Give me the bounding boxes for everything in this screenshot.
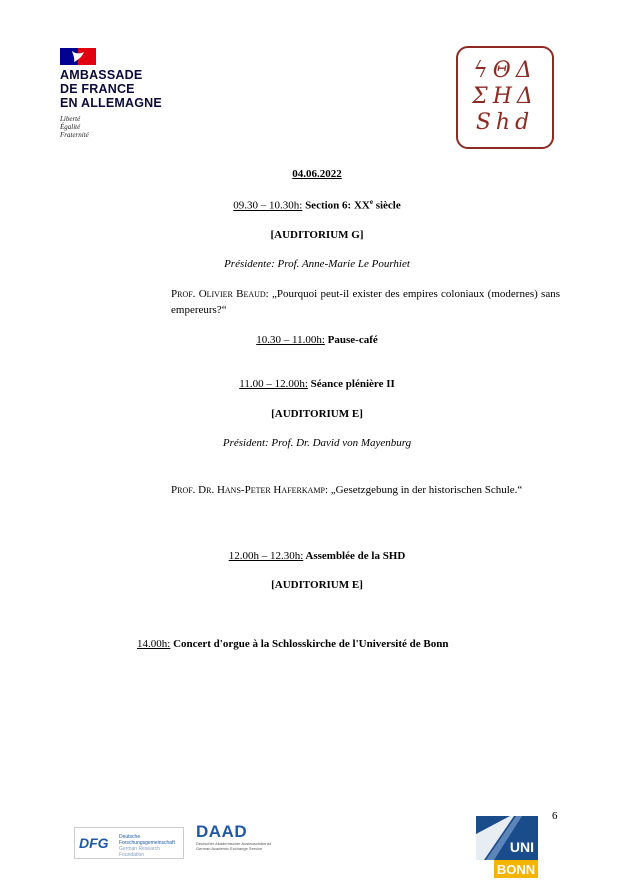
section-6-title-end: siècle <box>372 199 401 212</box>
dfg-line-2: Forschungsgemeinschaft <box>119 840 175 846</box>
coffee-break-time: 10.30 – 11.00h: <box>256 334 325 346</box>
motto-liberte: Liberté <box>60 115 81 123</box>
uni-label: UNI <box>509 839 534 855</box>
shd-logo-row-3: Shd <box>475 110 535 135</box>
assembly-time: 12.00h – 12.30h: <box>228 550 304 562</box>
section-6-heading <box>0 198 634 212</box>
concert-line <box>137 638 448 650</box>
shd-logo-row-1: ϟΘΔ <box>473 58 537 83</box>
assembly-title: Assemblée de la SHD <box>303 550 406 562</box>
dfg-logo-letters: DFG <box>79 835 109 851</box>
talk-beaud-speaker: Prof. Olivier Beaud <box>171 288 266 300</box>
assembly-heading <box>0 550 634 562</box>
plenary-chair: Président: Prof. Dr. David von Mayenburg <box>222 437 412 449</box>
shd-logo <box>456 46 554 149</box>
talk-haferkamp-title: : „Gesetzgebung in der historischen Schule.“ <box>324 484 523 496</box>
daad-line-2: German Academic Exchange Service <box>196 846 263 851</box>
motto-egalite: Égalité <box>60 123 81 131</box>
bonn-label: BONN <box>496 862 536 877</box>
section-6-time: 09.30 – 10.30h: <box>233 199 303 212</box>
section-6-title: Section 6: XX <box>302 199 370 212</box>
embassy-name-line-1: AMBASSADE <box>60 68 143 82</box>
talk-beaud-title: : „Pourquoi peut-il exister des empires coloniaux (modernes) sans empereurs?“ <box>171 288 560 316</box>
embassy-name-line-3: EN ALLEMAGNE <box>60 96 162 110</box>
section-6-title-sup: e <box>369 198 373 206</box>
embassy-name-line-2: DE FRANCE <box>60 82 135 96</box>
dfg-line-3: German Research Foundation <box>119 846 160 858</box>
plenary-time: 11.00 – 12.00h: <box>239 378 308 390</box>
french-flag-icon <box>60 48 96 65</box>
program-date: 04.06.2022 <box>292 168 342 180</box>
talk-haferkamp-speaker: Prof. Dr. Hans-Peter Haferkamp <box>171 484 325 496</box>
motto-fraternite: Fraternité <box>60 131 89 139</box>
assembly-room: [AUDITORIUM E] <box>271 579 363 591</box>
shd-logo-row-2: ΣΗΔ <box>472 84 538 109</box>
section-6-room: [AUDITORIUM G] <box>270 229 364 241</box>
dfg-logo <box>74 827 184 859</box>
section-6-chair: Présidente: Prof. Anne-Marie Le Pourhiet <box>224 258 410 270</box>
page-number: 6 <box>552 810 558 822</box>
plenary-title: Séance plénière II <box>307 378 395 390</box>
daad-logo-subtitle <box>196 841 271 851</box>
talk-haferkamp <box>171 482 560 498</box>
plenary-room: [AUDITORIUM E] <box>271 408 363 420</box>
dfg-logo-text <box>119 834 183 858</box>
uni-bonn-logo <box>476 816 538 878</box>
coffee-break <box>0 334 634 346</box>
dfg-line-1: Deutsche <box>119 834 141 840</box>
plenary-heading <box>0 378 634 390</box>
concert-title: Concert d'orgue à la Schlosskirche de l'Université de Bonn <box>170 638 449 650</box>
coffee-break-title: Pause-café <box>324 334 378 346</box>
daad-line-1: Deutscher Akademischer Austauschdienst <box>196 841 271 846</box>
daad-logo: DAAD <box>196 822 248 841</box>
talk-beaud <box>171 286 560 318</box>
concert-time: 14.00h: <box>137 638 171 650</box>
